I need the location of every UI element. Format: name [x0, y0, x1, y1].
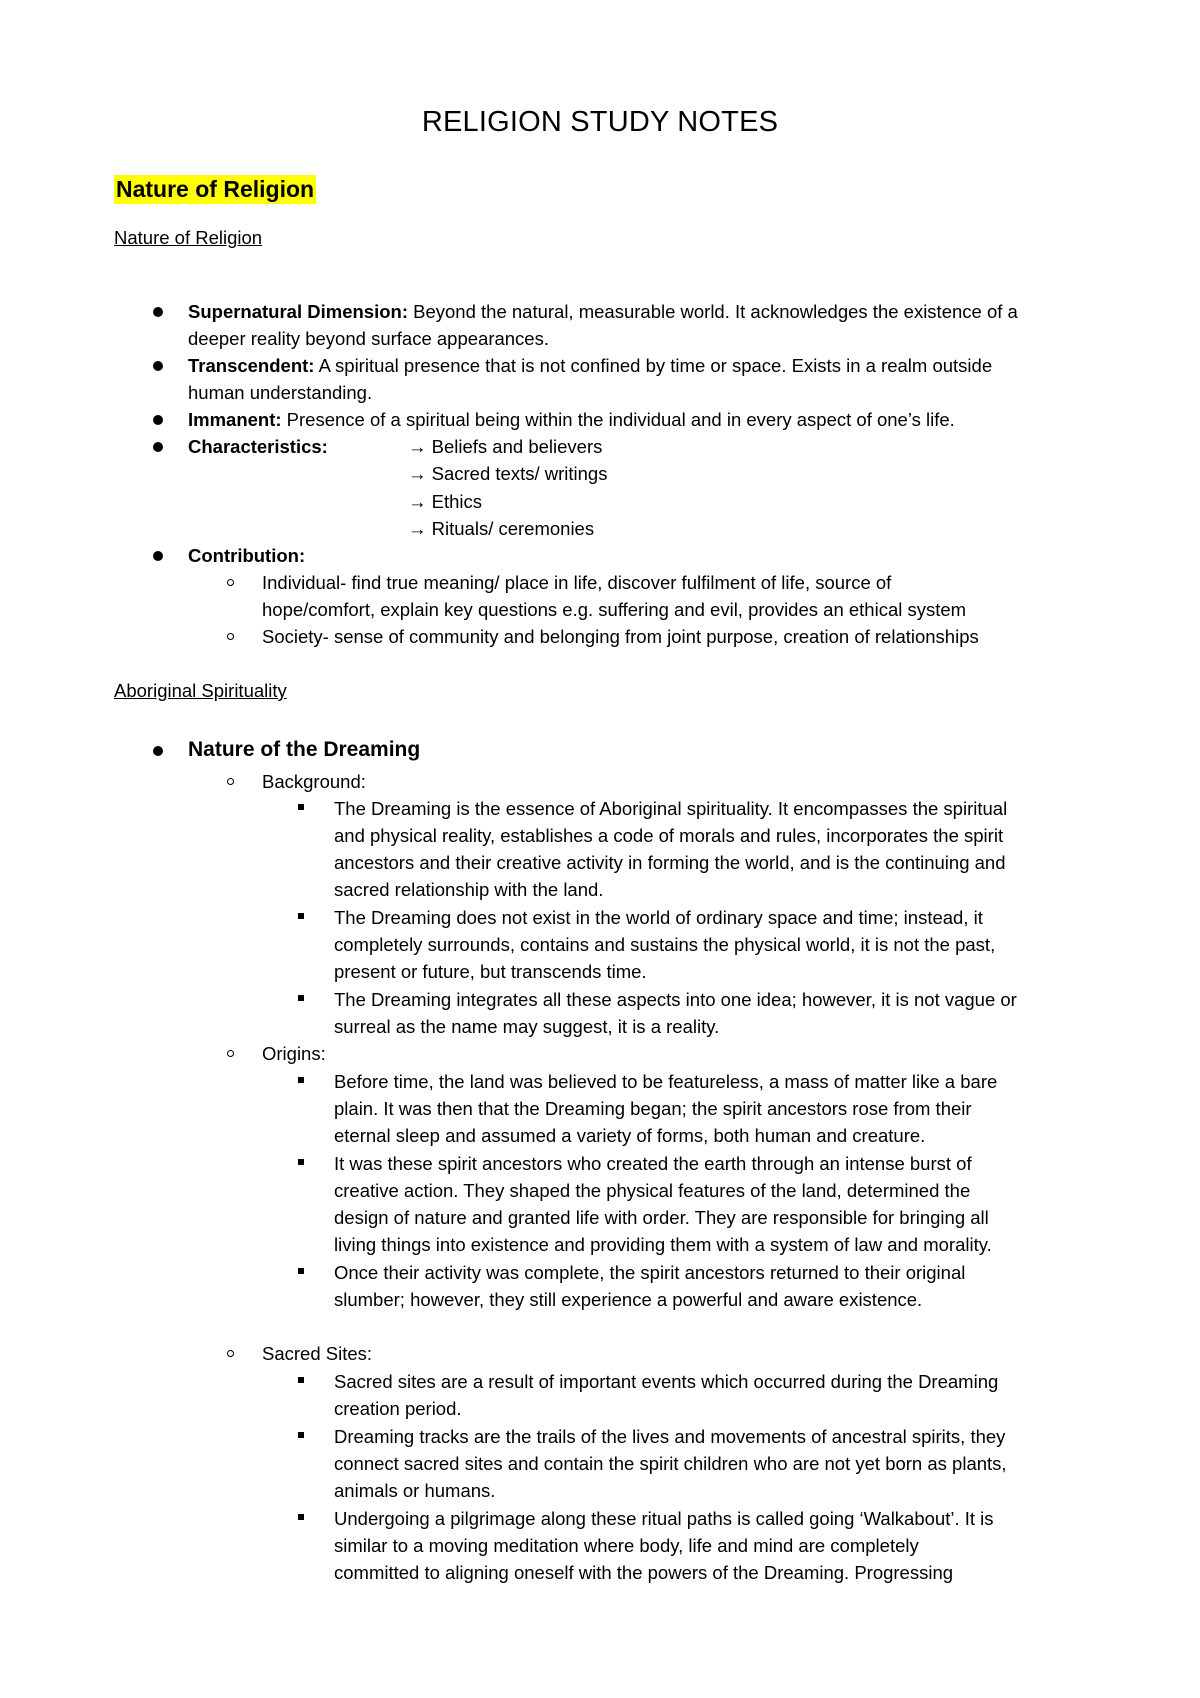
sacred-point — [334, 1423, 1007, 1504]
square-bullet-icon — [298, 1077, 304, 1083]
origins-point — [334, 1068, 997, 1149]
square-bullet-icon — [298, 995, 304, 1001]
definition-immanent-line1: Presence of a spiritual being within the individual and in every aspect of one’s life. — [281, 409, 955, 430]
text-line: ancestors and their creative activity in forming the world, and is the continuing and — [334, 852, 1006, 873]
text-line: and physical reality, establishes a code of morals and rules, incorporates the spirit — [334, 825, 1004, 846]
text-line: committed to aligning oneself with the powers of the Dreaming. Progressing — [334, 1562, 954, 1583]
circle-bullet-icon — [227, 1350, 234, 1357]
circle-bullet-icon — [227, 579, 234, 586]
bullet-icon — [153, 551, 163, 561]
list-item-supernatural — [188, 298, 1018, 352]
background-point — [334, 795, 1007, 903]
term-transcendent: Transcendent: — [188, 355, 315, 376]
text-line: creative action. They shaped the physical features of the land, determined the — [334, 1180, 971, 1201]
text-line: It was these spirit ancestors who created the earth through an intense burst of — [334, 1153, 972, 1174]
text-line: surreal as the name may suggest, it is a reality. — [334, 1016, 720, 1037]
bullet-icon — [153, 415, 163, 425]
text-line: animals or humans. — [334, 1480, 496, 1501]
circle-bullet-icon — [227, 633, 234, 640]
text-line: present or future, but transcends time. — [334, 961, 647, 982]
contribution-individual-line2: hope/comfort, explain key questions e.g. suffering and evil, provides an ethical system — [262, 599, 967, 620]
bullet-icon — [153, 442, 163, 452]
text-line: connect sacred sites and contain the spirit children who are not yet born as plants, — [334, 1453, 1007, 1474]
heading-nature-of-the-dreaming: Nature of the Dreaming — [188, 738, 421, 761]
text-line: eternal sleep and assumed a variety of forms, both human and creature. — [334, 1125, 926, 1146]
background-point — [334, 904, 995, 985]
origins-point — [334, 1259, 965, 1313]
square-bullet-icon — [298, 913, 304, 919]
definition-supernatural-line2: deeper reality beyond surface appearances. — [188, 328, 549, 349]
text-line: slumber; however, they still experience a powerful and aware existence. — [334, 1289, 923, 1310]
characteristic-item: → Ethics — [408, 491, 483, 512]
square-bullet-icon — [298, 1432, 304, 1438]
subheading-nature-of-religion: Nature of Religion — [114, 227, 263, 248]
definition-supernatural-line1: Beyond the natural, measurable world. It acknowledges the existence of a — [407, 301, 1018, 322]
term-immanent: Immanent: — [188, 409, 282, 430]
square-bullet-icon — [298, 1268, 304, 1274]
page-title: RELIGION STUDY NOTES — [421, 106, 779, 138]
square-bullet-icon — [298, 804, 304, 810]
text-line: similar to a moving meditation where body, life and mind are completely — [334, 1535, 919, 1556]
list-item-transcendent — [188, 352, 992, 406]
text-line: Dreaming tracks are the trails of the lives and movements of ancestral spirits, they — [334, 1426, 1006, 1447]
text-line: Sacred sites are a result of important events which occurred during the Dreaming — [334, 1371, 999, 1392]
square-bullet-icon — [298, 1159, 304, 1165]
text-line: living things into existence and providing them with a system of law and morality. — [334, 1234, 992, 1255]
label-sacred-sites: Sacred Sites: — [262, 1343, 373, 1364]
circle-bullet-icon — [227, 1050, 234, 1057]
sacred-point — [334, 1505, 994, 1586]
subheading-aboriginal-spirituality: Aboriginal Spirituality — [114, 680, 287, 701]
term-characteristics — [188, 433, 328, 460]
square-bullet-icon — [298, 1514, 304, 1520]
contribution-individual-line1: Individual- find true meaning/ place in life, discover fulfilment of life, source of — [262, 572, 892, 593]
text-line: creation period. — [334, 1398, 462, 1419]
term-supernatural: Supernatural Dimension: — [188, 301, 408, 322]
text-line: design of nature and granted life with order. They are responsible for bringing all — [334, 1207, 989, 1228]
text-line: The Dreaming integrates all these aspects into one idea; however, it is not vague or — [334, 989, 1017, 1010]
contribution-individual — [262, 569, 966, 623]
bullet-icon — [153, 361, 163, 371]
characteristic-item: → Rituals/ ceremonies — [408, 518, 595, 539]
label-background: Background: — [262, 771, 366, 792]
circle-bullet-icon — [227, 778, 234, 785]
square-bullet-icon — [298, 1377, 304, 1383]
term-contribution — [188, 542, 305, 569]
contribution-society: Society- sense of community and belonging from joint purpose, creation of relationships — [262, 626, 979, 647]
text-line: The Dreaming does not exist in the world of ordinary space and time; instead, it — [334, 907, 983, 928]
bullet-icon — [153, 307, 163, 317]
section-heading-nature-of-religion: Nature of Religion — [116, 176, 315, 202]
characteristics-label: Characteristics: — [188, 436, 328, 457]
text-line: sacred relationship with the land. — [334, 879, 604, 900]
characteristic-item: → Sacred texts/ writings — [408, 463, 608, 484]
definition-transcendent-line2: human understanding. — [188, 382, 373, 403]
text-line: plain. It was then that the Dreaming began; the spirit ancestors rose from their — [334, 1098, 972, 1119]
contribution-label: Contribution: — [188, 545, 306, 566]
list-item-immanent — [188, 406, 955, 433]
characteristic-item: → Beliefs and believers — [408, 436, 603, 457]
sacred-point — [334, 1368, 998, 1422]
definition-transcendent-line1: A spiritual presence that is not confined by time or space. Exists in a realm outside — [314, 355, 993, 376]
origins-point — [334, 1150, 992, 1258]
background-point — [334, 986, 1017, 1040]
text-line: Before time, the land was believed to be featureless, a mass of matter like a bare — [334, 1071, 998, 1092]
bullet-icon — [153, 746, 163, 756]
label-origins: Origins: — [262, 1043, 326, 1064]
text-line: Undergoing a pilgrimage along these ritual paths is called going ‘Walkabout’. It is — [334, 1508, 994, 1529]
text-line: completely surrounds, contains and sustains the physical world, it is not the past, — [334, 934, 996, 955]
text-line: Once their activity was complete, the spirit ancestors returned to their original — [334, 1262, 966, 1283]
text-line: The Dreaming is the essence of Aboriginal spirituality. It encompasses the spiritual — [334, 798, 1008, 819]
